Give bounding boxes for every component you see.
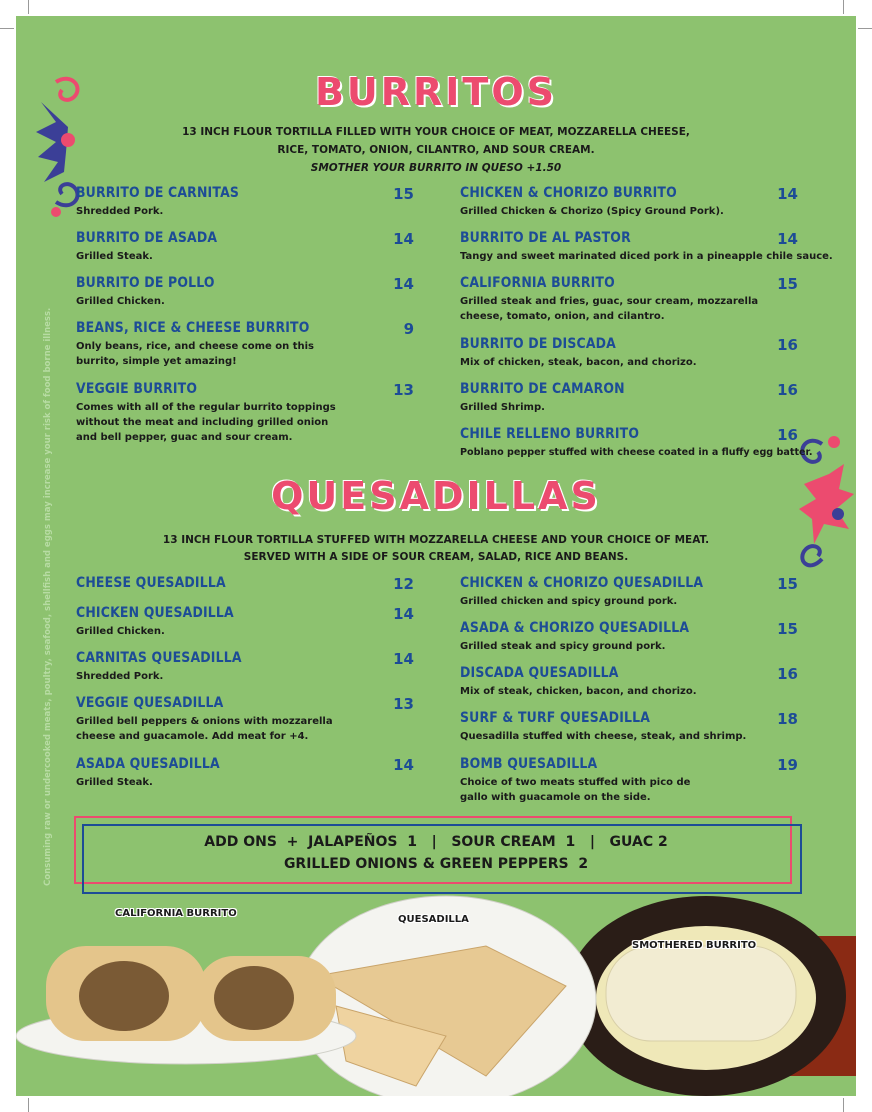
item-name: CHICKEN & CHORIZO QUESADILLA	[460, 575, 704, 591]
item-description: Mix of steak, chicken, bacon, and chorizo.	[460, 686, 697, 697]
item-name: VEGGIE BURRITO	[76, 381, 198, 397]
item-name: CALIFORNIA BURRITO	[460, 275, 615, 291]
smothered-burrito	[606, 946, 796, 1041]
menu-item	[460, 710, 798, 750]
item-description: Grilled Chicken.	[76, 626, 165, 637]
item-price: 14	[393, 650, 414, 668]
menu-item	[76, 605, 414, 645]
menu-item	[460, 665, 798, 705]
addons-line-1: ADD ONS + JALAPEÑOS 1 | SOUR CREAM 1 | GUAC 2	[204, 834, 668, 850]
menu-item	[460, 336, 798, 376]
quesadillas-subtitle-1: 13 INCH FLOUR TORTILLA STUFFED WITH MOZZARELLA CHEESE AND YOUR CHOICE OF MEAT.	[162, 534, 710, 546]
menu-item	[76, 756, 414, 796]
disclaimer-text: Consuming raw or undercooked meats, poultry, seafood, shellfish and eggs may increase your risk of food borne illness.	[43, 307, 53, 886]
description-line: cheese, tomato, onion, and cilantro.	[460, 311, 665, 322]
item-description	[76, 714, 333, 744]
quesadillas-subtitle-2: SERVED WITH A SIDE OF SOUR CREAM, SALAD, RICE AND BEANS.	[243, 551, 629, 563]
crop-mark	[0, 28, 14, 29]
item-price: 13	[393, 381, 414, 399]
item-price: 13	[393, 695, 414, 713]
item-price: 15	[777, 575, 798, 593]
menu-item	[460, 381, 798, 421]
item-name: BOMB QUESADILLA	[460, 756, 598, 772]
item-name: BURRITO DE ASADA	[76, 230, 218, 246]
crop-mark	[843, 1098, 844, 1112]
burrito-filling	[79, 961, 169, 1031]
photo-label-smothered: SMOTHERED BURRITO	[632, 940, 757, 951]
item-name: BURRITO DE DISCADA	[460, 336, 617, 352]
item-price: 14	[393, 230, 414, 248]
item-price: 12	[393, 575, 414, 593]
item-description	[76, 400, 336, 445]
menu-item	[76, 695, 414, 750]
item-name: ASADA & CHORIZO QUESADILLA	[460, 620, 690, 636]
burritos-subtitle-2: RICE, TOMATO, ONION, CILANTRO, AND SOUR CREAM.	[277, 144, 595, 156]
item-description: Grilled steak and spicy ground pork.	[460, 641, 666, 652]
item-name: BURRITO DE AL PASTOR	[460, 230, 631, 246]
item-price: 19	[777, 756, 798, 774]
photo-label-california: CALIFORNIA BURRITO	[115, 908, 237, 919]
crop-mark	[858, 28, 872, 29]
item-description: Quesadilla stuffed with cheese, steak, and shrimp.	[460, 731, 747, 742]
item-description: Grilled Chicken & Chorizo (Spicy Ground Pork).	[460, 206, 724, 217]
burritos-subtitle-1: 13 INCH FLOUR TORTILLA FILLED WITH YOUR CHOICE OF MEAT, MOZZARELLA CHEESE,	[182, 126, 690, 138]
menu-item	[460, 426, 813, 466]
item-description: Mix of chicken, steak, bacon, and chorizo.	[460, 357, 697, 368]
menu-item	[76, 575, 414, 599]
menu-item	[460, 185, 798, 225]
item-price: 15	[777, 275, 798, 293]
menu-item	[76, 275, 414, 315]
menu-page	[16, 16, 856, 1096]
menu-item	[460, 230, 833, 270]
item-name: DISCADA QUESADILLA	[460, 665, 619, 681]
description-line: burrito, simple yet amazing!	[76, 356, 237, 367]
addons-line-2: GRILLED ONIONS & GREEN PEPPERS 2	[283, 856, 589, 872]
burritos-title: BURRITOS	[314, 70, 558, 114]
description-line: Grilled bell peppers & onions with mozzarella	[76, 716, 333, 727]
item-name: CHICKEN QUESADILLA	[76, 605, 234, 621]
crop-mark	[28, 1098, 29, 1112]
menu-item	[460, 275, 798, 330]
quesadillas-title: QUESADILLAS	[271, 474, 601, 518]
item-description: Grilled Chicken.	[76, 296, 165, 307]
item-name: ASADA QUESADILLA	[76, 756, 220, 772]
item-price: 15	[777, 620, 798, 638]
item-description: Grilled chicken and spicy ground pork.	[460, 596, 678, 607]
item-name: CHILE RELLENO BURRITO	[460, 426, 640, 442]
item-price: 16	[777, 665, 798, 683]
item-price: 14	[393, 756, 414, 774]
description-line: Comes with all of the regular burrito toppings	[76, 402, 336, 413]
crop-mark	[843, 0, 844, 14]
menu-item	[76, 650, 414, 690]
menu-item	[76, 381, 414, 451]
item-price: 14	[393, 275, 414, 293]
item-description: Grilled Shrimp.	[460, 402, 545, 413]
item-description	[460, 775, 690, 805]
item-price: 16	[777, 381, 798, 399]
item-name: CHEESE QUESADILLA	[76, 575, 226, 591]
description-line: and bell pepper, guac and sour cream.	[76, 432, 293, 443]
description-line: Only beans, rice, and cheese come on this	[76, 341, 315, 352]
item-price: 14	[777, 185, 798, 203]
item-description	[76, 339, 314, 369]
item-name: BEANS, RICE & CHEESE BURRITO	[76, 320, 310, 336]
burrito-filling	[214, 966, 294, 1030]
item-price: 16	[777, 426, 798, 444]
item-description: Poblano pepper stuffed with cheese coated in a fluffy egg batter.	[460, 447, 813, 458]
menu-item	[460, 620, 798, 660]
menu-item	[76, 230, 414, 270]
menu-item	[460, 575, 798, 615]
item-name: CARNITAS QUESADILLA	[76, 650, 242, 666]
item-price: 16	[777, 336, 798, 354]
item-name: VEGGIE QUESADILLA	[76, 695, 224, 711]
item-name: SURF & TURF QUESADILLA	[460, 710, 651, 726]
item-description: Shredded Pork.	[76, 206, 164, 217]
item-price: 18	[777, 710, 798, 728]
item-name: BURRITO DE CAMARON	[460, 381, 625, 397]
crop-mark	[28, 0, 29, 14]
item-price: 14	[393, 605, 414, 623]
item-name: BURRITO DE CARNITAS	[76, 185, 240, 201]
item-price: 15	[393, 185, 414, 203]
description-line: without the meat and including grilled onion	[76, 417, 329, 428]
item-price: 14	[777, 230, 798, 248]
description-line: gallo with guacamole on the side.	[460, 792, 651, 803]
item-description: Grilled Steak.	[76, 777, 153, 788]
menu-item	[76, 320, 414, 375]
description-line: cheese and guacamole. Add meat for +4.	[76, 731, 309, 742]
item-description: Tangy and sweet marinated diced pork in a pineapple chile sauce.	[460, 251, 833, 262]
burritos-subtitle-3: SMOTHER YOUR BURRITO IN QUESO +1.50	[310, 162, 562, 174]
menu-item	[460, 756, 798, 811]
description-line: Choice of two meats stuffed with pico de	[460, 777, 691, 788]
menu-item	[76, 185, 414, 225]
item-description	[460, 294, 758, 324]
item-price: 9	[403, 320, 414, 338]
item-description: Shredded Pork.	[76, 671, 164, 682]
photo-label-quesadilla: QUESADILLA	[398, 914, 469, 925]
item-description: Grilled Steak.	[76, 251, 153, 262]
item-name: CHICKEN & CHORIZO BURRITO	[460, 185, 677, 201]
item-name: BURRITO DE POLLO	[76, 275, 215, 291]
description-line: Grilled steak and fries, guac, sour cream, mozzarella	[460, 296, 759, 307]
